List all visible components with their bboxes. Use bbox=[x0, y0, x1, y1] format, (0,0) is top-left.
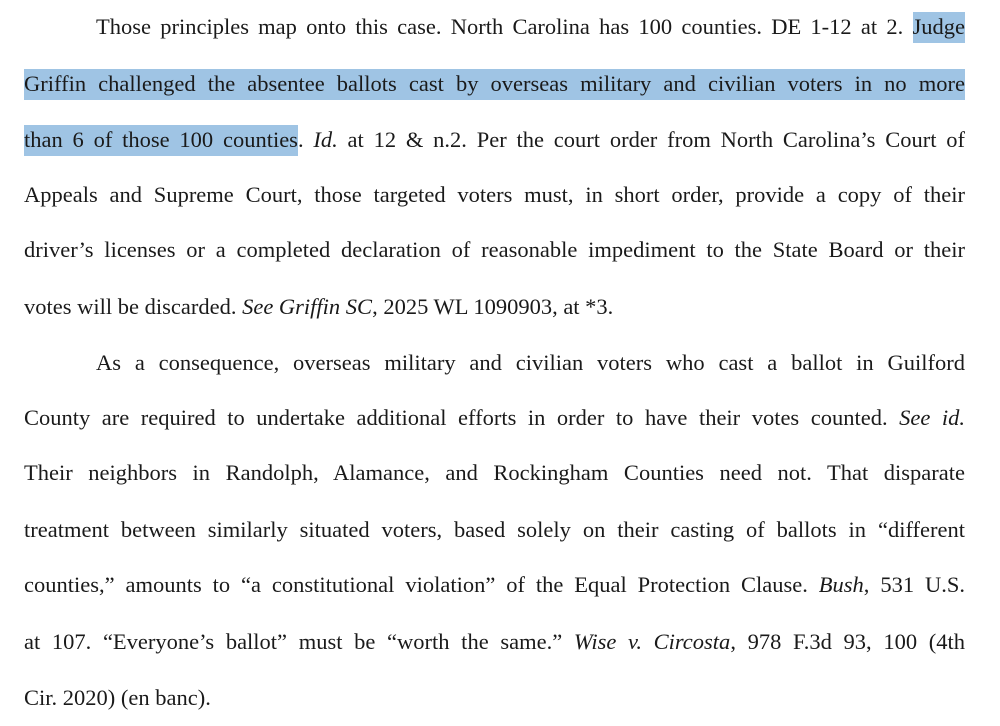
text-segment: , 531 U.S. bbox=[863, 572, 965, 597]
paragraph-2-line-5 bbox=[24, 567, 965, 603]
citation-griffin: See Griffin SC bbox=[242, 294, 373, 319]
paragraph-1-line-2 bbox=[24, 66, 965, 102]
text-segment: Those principles map onto this case. North Carolina has 100 counties. DE 1-12 at 2. bbox=[96, 14, 913, 39]
paragraph-1-line-1 bbox=[96, 9, 965, 45]
paragraph-2-line-2 bbox=[24, 400, 965, 436]
text-segment: at 107. “Everyone’s ballot” must be “worth the same.” bbox=[24, 629, 574, 654]
citation-bush: Bush bbox=[818, 572, 864, 597]
paragraph-2-line-4: treatment between similarly situated voters, based solely on their casting of ballots in “different bbox=[24, 517, 965, 542]
paragraph-1-line-5: driver’s licenses or a completed declaration of reasonable impediment to the State Board or their bbox=[24, 237, 965, 262]
citation-see-id: See id. bbox=[899, 405, 965, 430]
text-segment: , 2025 WL 1090903, at *3. bbox=[372, 294, 614, 319]
text-segment: votes will be discarded. bbox=[24, 294, 243, 319]
text-segment: at 12 & n.2. Per the court order from North Carolina’s Court of bbox=[337, 127, 965, 152]
paragraph-2-line-7: Cir. 2020) (en banc). bbox=[24, 685, 211, 710]
paragraph-2-line-1: As a consequence, overseas military and civilian voters who cast a ballot in Guilford bbox=[96, 350, 965, 375]
citation-wise-v-circosta: Wise v. Circosta bbox=[573, 629, 731, 654]
text-segment: County are required to undertake additional efforts in order to have their votes counted. bbox=[24, 405, 900, 430]
highlighted-text[interactable]: Judge bbox=[913, 12, 966, 43]
paragraph-1-line-6 bbox=[24, 289, 965, 325]
paragraph-1-line-3 bbox=[24, 122, 965, 158]
highlighted-text[interactable]: Griffin challenged the absentee ballots cast by overseas military and civilian voters in no more bbox=[24, 69, 965, 100]
citation-id: Id. bbox=[313, 127, 338, 152]
text-segment: . bbox=[297, 127, 314, 152]
paragraph-1-line-4: Appeals and Supreme Court, those targeted voters must, in short order, provide a copy of their bbox=[24, 182, 965, 207]
paragraph-2-line-6 bbox=[24, 624, 965, 660]
highlighted-text[interactable]: than 6 of those 100 counties bbox=[24, 125, 298, 156]
paragraph-2-line-3: Their neighbors in Randolph, Alamance, and Rockingham Counties need not. That disparate bbox=[24, 460, 965, 485]
text-segment: , 978 F.3d 93, 100 (4th bbox=[730, 629, 965, 654]
text-segment: counties,” amounts to “a constitutional violation” of the Equal Protection Clause. bbox=[24, 572, 819, 597]
